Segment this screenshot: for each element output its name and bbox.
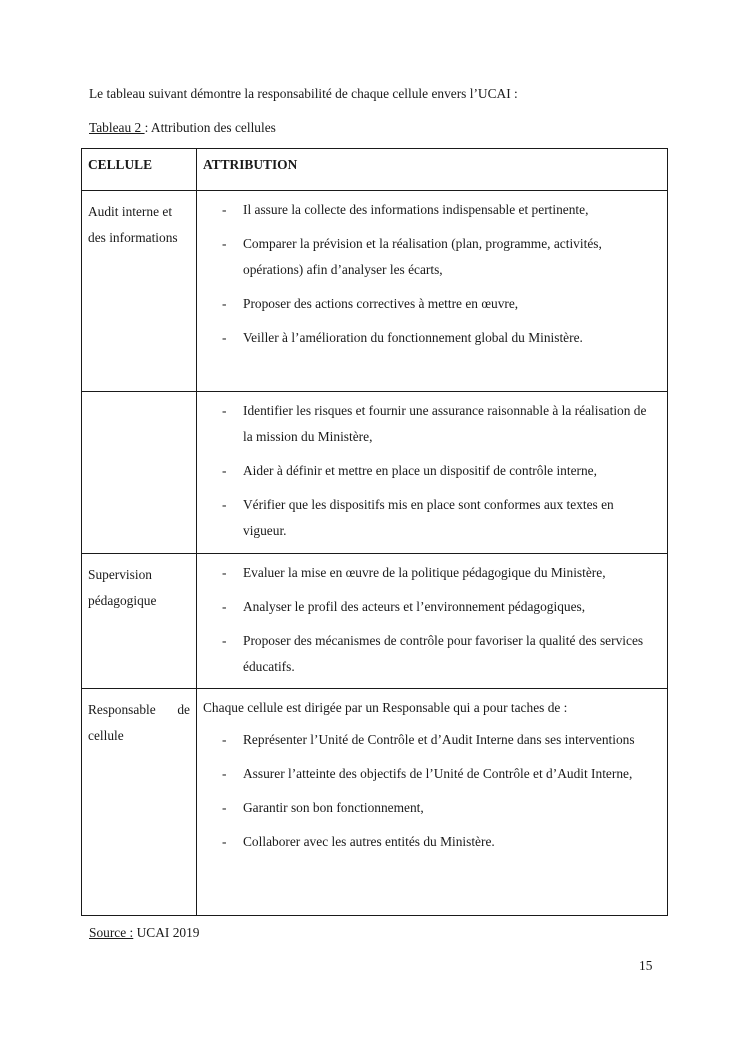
table-caption [89,120,276,136]
list-item: - Représenter l’Unité de Contrôle et d’Audit Interne dans ses interventions [222,732,635,747]
source-text: UCAI 2019 [133,925,200,940]
list-item: - Evaluer la mise en œuvre de la politique pédagogique du Ministère, [222,565,606,580]
list-item: - Proposer des actions correctives à mettre en œuvre, [222,296,519,311]
source-label: Source : [89,925,134,940]
cellule-cell: Audit interne et des informations [82,191,197,392]
header-cellule: CELLULE [82,149,197,191]
list-item: - Proposer des mécanismes de contrôle pour favoriser la qualité des services éducatifs. [222,633,644,674]
attribution-cell [197,554,668,689]
list-item: - Vérifier que les dispositifs mis en place sont conformes aux textes en vigueur. [222,497,614,538]
table-row [82,689,668,916]
intro-paragraph: Le tableau suivant démontre la responsabilité de chaque cellule envers l’UCAI : [89,86,518,101]
list-item: - Comparer la prévision et la réalisation (plan, programme, activités, opérations) afin d’analyser les écarts, [222,236,602,277]
cell-lead-text: Chaque cellule est dirigée par un Responsable qui a pour taches de : [203,700,568,715]
list-item: - Aider à définir et mettre en place un dispositif de contrôle interne, [222,463,597,478]
list-item: - Veiller à l’amélioration du fonctionnement global du Ministère. [222,330,583,345]
table-header-row [82,149,668,191]
list-item: - Collaborer avec les autres entités du Ministère. [222,834,495,849]
list-item: - Identifier les risques et fournir une assurance raisonnable à la réalisation de la mission du Ministère, [222,403,647,444]
cellule-cell: Supervision pédagogique [82,554,197,689]
attribution-cell [197,689,668,916]
cellule-cell: Responsable de cellule [82,689,197,916]
caption-label: Tableau 2 [89,120,145,135]
header-attribution: ATTRIBUTION [197,149,668,191]
cellule-cell [82,392,197,554]
caption-text: : Attribution des cellules [144,120,276,135]
table-row [82,191,668,392]
attribution-cell [197,191,668,392]
list-item: - Analyser le profil des acteurs et l’environnement pédagogiques, [222,599,586,614]
attribution-table [81,148,668,916]
table-source [89,925,199,941]
list-item: - Il assure la collecte des informations indispensable et pertinente, [222,202,589,217]
list-item: - Assurer l’atteinte des objectifs de l’Unité de Contrôle et d’Audit Interne, [222,766,633,781]
list-item: - Garantir son bon fonctionnement, [222,800,424,815]
page-number: 15 [639,958,653,973]
attribution-cell [197,392,668,554]
table-row [82,392,668,554]
table-row [82,554,668,689]
